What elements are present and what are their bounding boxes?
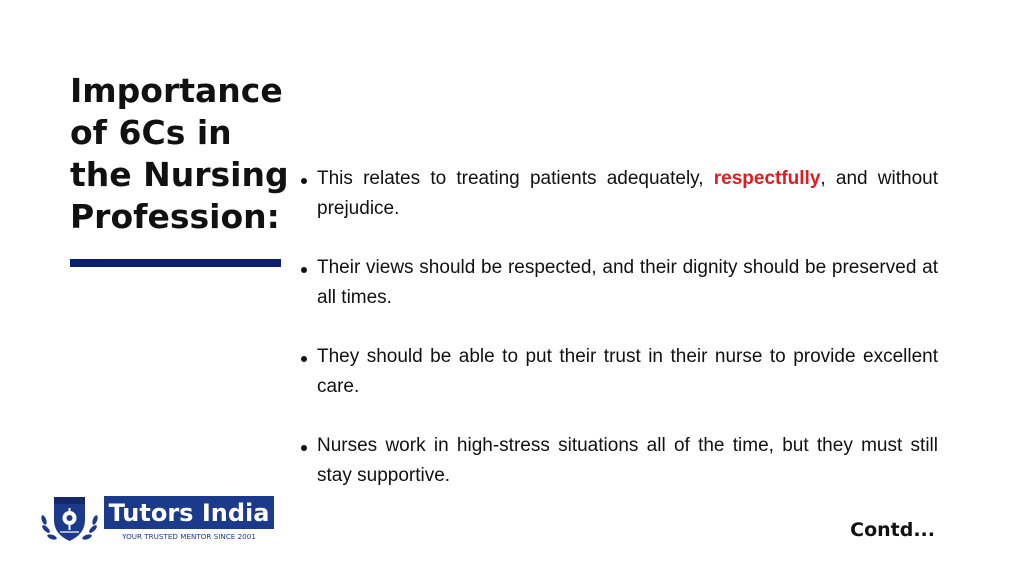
shield-crest-icon bbox=[54, 497, 85, 541]
bullet-list bbox=[300, 164, 938, 520]
bullet-item bbox=[300, 164, 938, 224]
bullet-text: Their views should be respected, and their dignity should be preserved at all times. bbox=[317, 257, 938, 308]
bullet-item bbox=[300, 342, 938, 402]
title-underline-bar bbox=[70, 259, 281, 267]
logo-wordmark: Tutors India bbox=[108, 499, 270, 527]
bullet-text-tail: , and without prejudice. bbox=[317, 168, 938, 219]
bullet-text: Nurses work in high-stress situations all of the time, but they must still stay supportive. bbox=[317, 435, 938, 486]
continued-label: Contd... bbox=[850, 519, 935, 541]
title-line: of 6Cs in bbox=[70, 113, 232, 152]
bullet-item bbox=[300, 253, 938, 313]
bullet-text: This relates to treating patients adequately, bbox=[317, 168, 714, 189]
slide-title bbox=[70, 70, 290, 238]
bullet-item bbox=[300, 431, 938, 491]
bullet-text: They should be able to put their trust in their nurse to provide excellent care. bbox=[317, 346, 938, 397]
logo-tagline: YOUR TRUSTED MENTOR SINCE 2001 bbox=[122, 532, 256, 541]
title-line: the Nursing bbox=[70, 155, 289, 194]
tutors-india-logo bbox=[38, 494, 278, 544]
bullet-highlight: respectfully bbox=[713, 168, 821, 189]
title-line: Profession: bbox=[70, 197, 280, 236]
title-line: Importance bbox=[70, 71, 283, 110]
